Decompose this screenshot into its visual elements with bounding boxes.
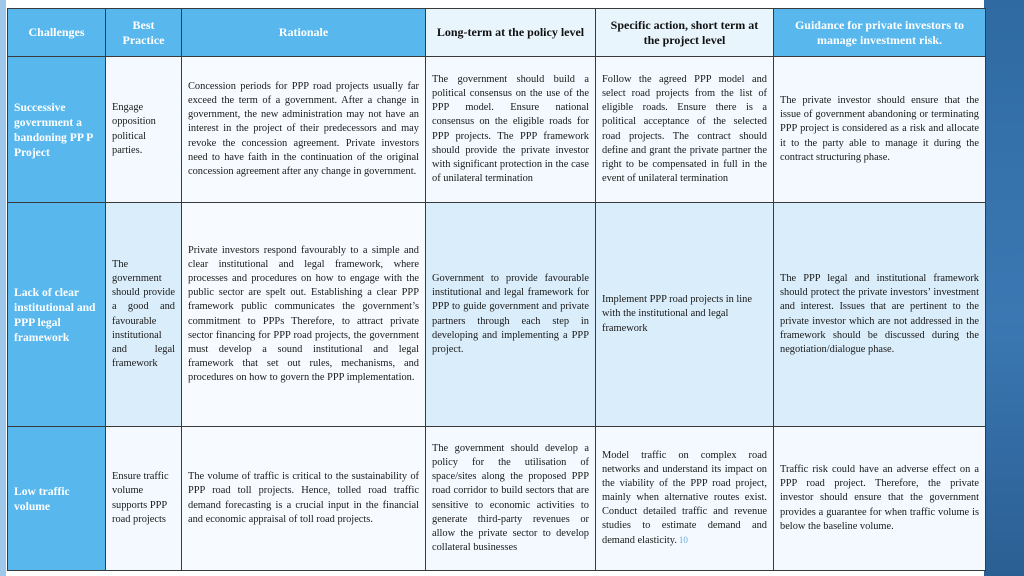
short-term-cell: Implement PPP road projects in line with the institutional and legal framework [596,203,774,427]
short-term-cell: Follow the agreed PPP model and select road projects from the list of eligible roads. Ensure there is a political acceptance of the selected road projects. The contract should define and grant the private partner the right to be compensated in full in the event of unilateral termination [596,57,774,203]
right-decorative-band [984,0,1024,576]
header-challenges: Challenges [8,9,106,57]
table-row [8,427,986,571]
guidance-cell: The private investor should ensure that the issue of government abandoning or terminating PPP project is considered as a risk and allocate it to the party able to manage it during the contract structuring phase. [774,57,986,203]
table-row [8,57,986,203]
rationale-cell: Private investors respond favourably to a simple and clear institutional and legal framework, where processes and procedures on how to engage with the public sector are spelt out. Establishing a clear PPP framework public communicates the government’s commitment to PPPs Therefore, to attract private sector financing for PPP road projects, the government must develop a sound institutional and legal framework that set out rules, mechanisms, and procedures on how to govern the PPP implementation. [182,203,426,427]
long-term-cell: The government should build a political consensus on the use of the PPP model. Ensure national consensus on the eligible roads for PPP projects. The PPP framework should provide the private investor with significant protection in the case of unilateral termination [426,57,596,203]
left-decorative-band [0,0,6,576]
guidance-cell: Traffic risk could have an adverse effect on a PPP road project. Therefore, the private investor should ensure that the government provides a guarantee for when traffic volume is below the baseline volume. [774,427,986,571]
best-practice-cell: Engage opposition political parties. [106,57,182,203]
page-number: 10 [678,535,688,546]
best-practice-cell: Ensure traffic volume supports PPP road projects [106,427,182,571]
best-practice-cell: The government should provide a good and favourable institutional and legal framework [106,203,182,427]
table-row [8,203,986,427]
challenge-cell: Lack of clear institutional and PPP legal framework [8,203,106,427]
header-rationale: Rationale [182,9,426,57]
challenge-cell: Low traffic volume [8,427,106,571]
short-term-text: Model traffic on complex road networks and understand its impact on the viability of the PPP road project, mainly when alternative routes exist. Conduct detailed traffic and revenue studies to estimate demand and demand elasticity. [602,449,767,547]
header-long-term: Long-term at the policy level [426,9,596,57]
rationale-cell: The volume of traffic is critical to the sustainability of PPP road toll projects. Hence, tolled road traffic demand forecasting is a crucial input in the financial and economic appraisal of toll road projects. [182,427,426,571]
guidance-cell: The PPP legal and institutional framework should protect the private investors’ investment and interest. Issues that are pertinent to the private investor which are not addressed in the framework should be discussed during the negotiation/dialogue phase. [774,203,986,427]
long-term-cell: Government to provide favourable institutional and legal framework for PPP to guide government and private partners through each step in developing and implementing a PPP project. [426,203,596,427]
header-short-term: Specific action, short term at the project level [596,9,774,57]
long-term-cell: The government should develop a policy for the utilisation of space/sites along the proposed PPP road corridor to build sectors that are sensitive to economic activities to generate third-party revenues or allow the private sector to develop collateral businesses [426,427,596,571]
challenge-cell: Successive government a bandoning PP P Project [8,57,106,203]
short-term-cell [596,427,774,571]
header-best-practice: Best Practice [106,9,182,57]
header-guidance: Guidance for private investors to manage investment risk. [774,9,986,57]
rationale-cell: Concession periods for PPP road projects usually far exceed the term of a government. After a change in government, the new administration may not have an interest in the project of their predecessors and may revoke the concession agreement. Private investors need to have faith in the continuation of the original concession agreement after any change in government. [182,57,426,203]
ppp-challenges-table [7,8,986,571]
header-row [8,9,986,57]
